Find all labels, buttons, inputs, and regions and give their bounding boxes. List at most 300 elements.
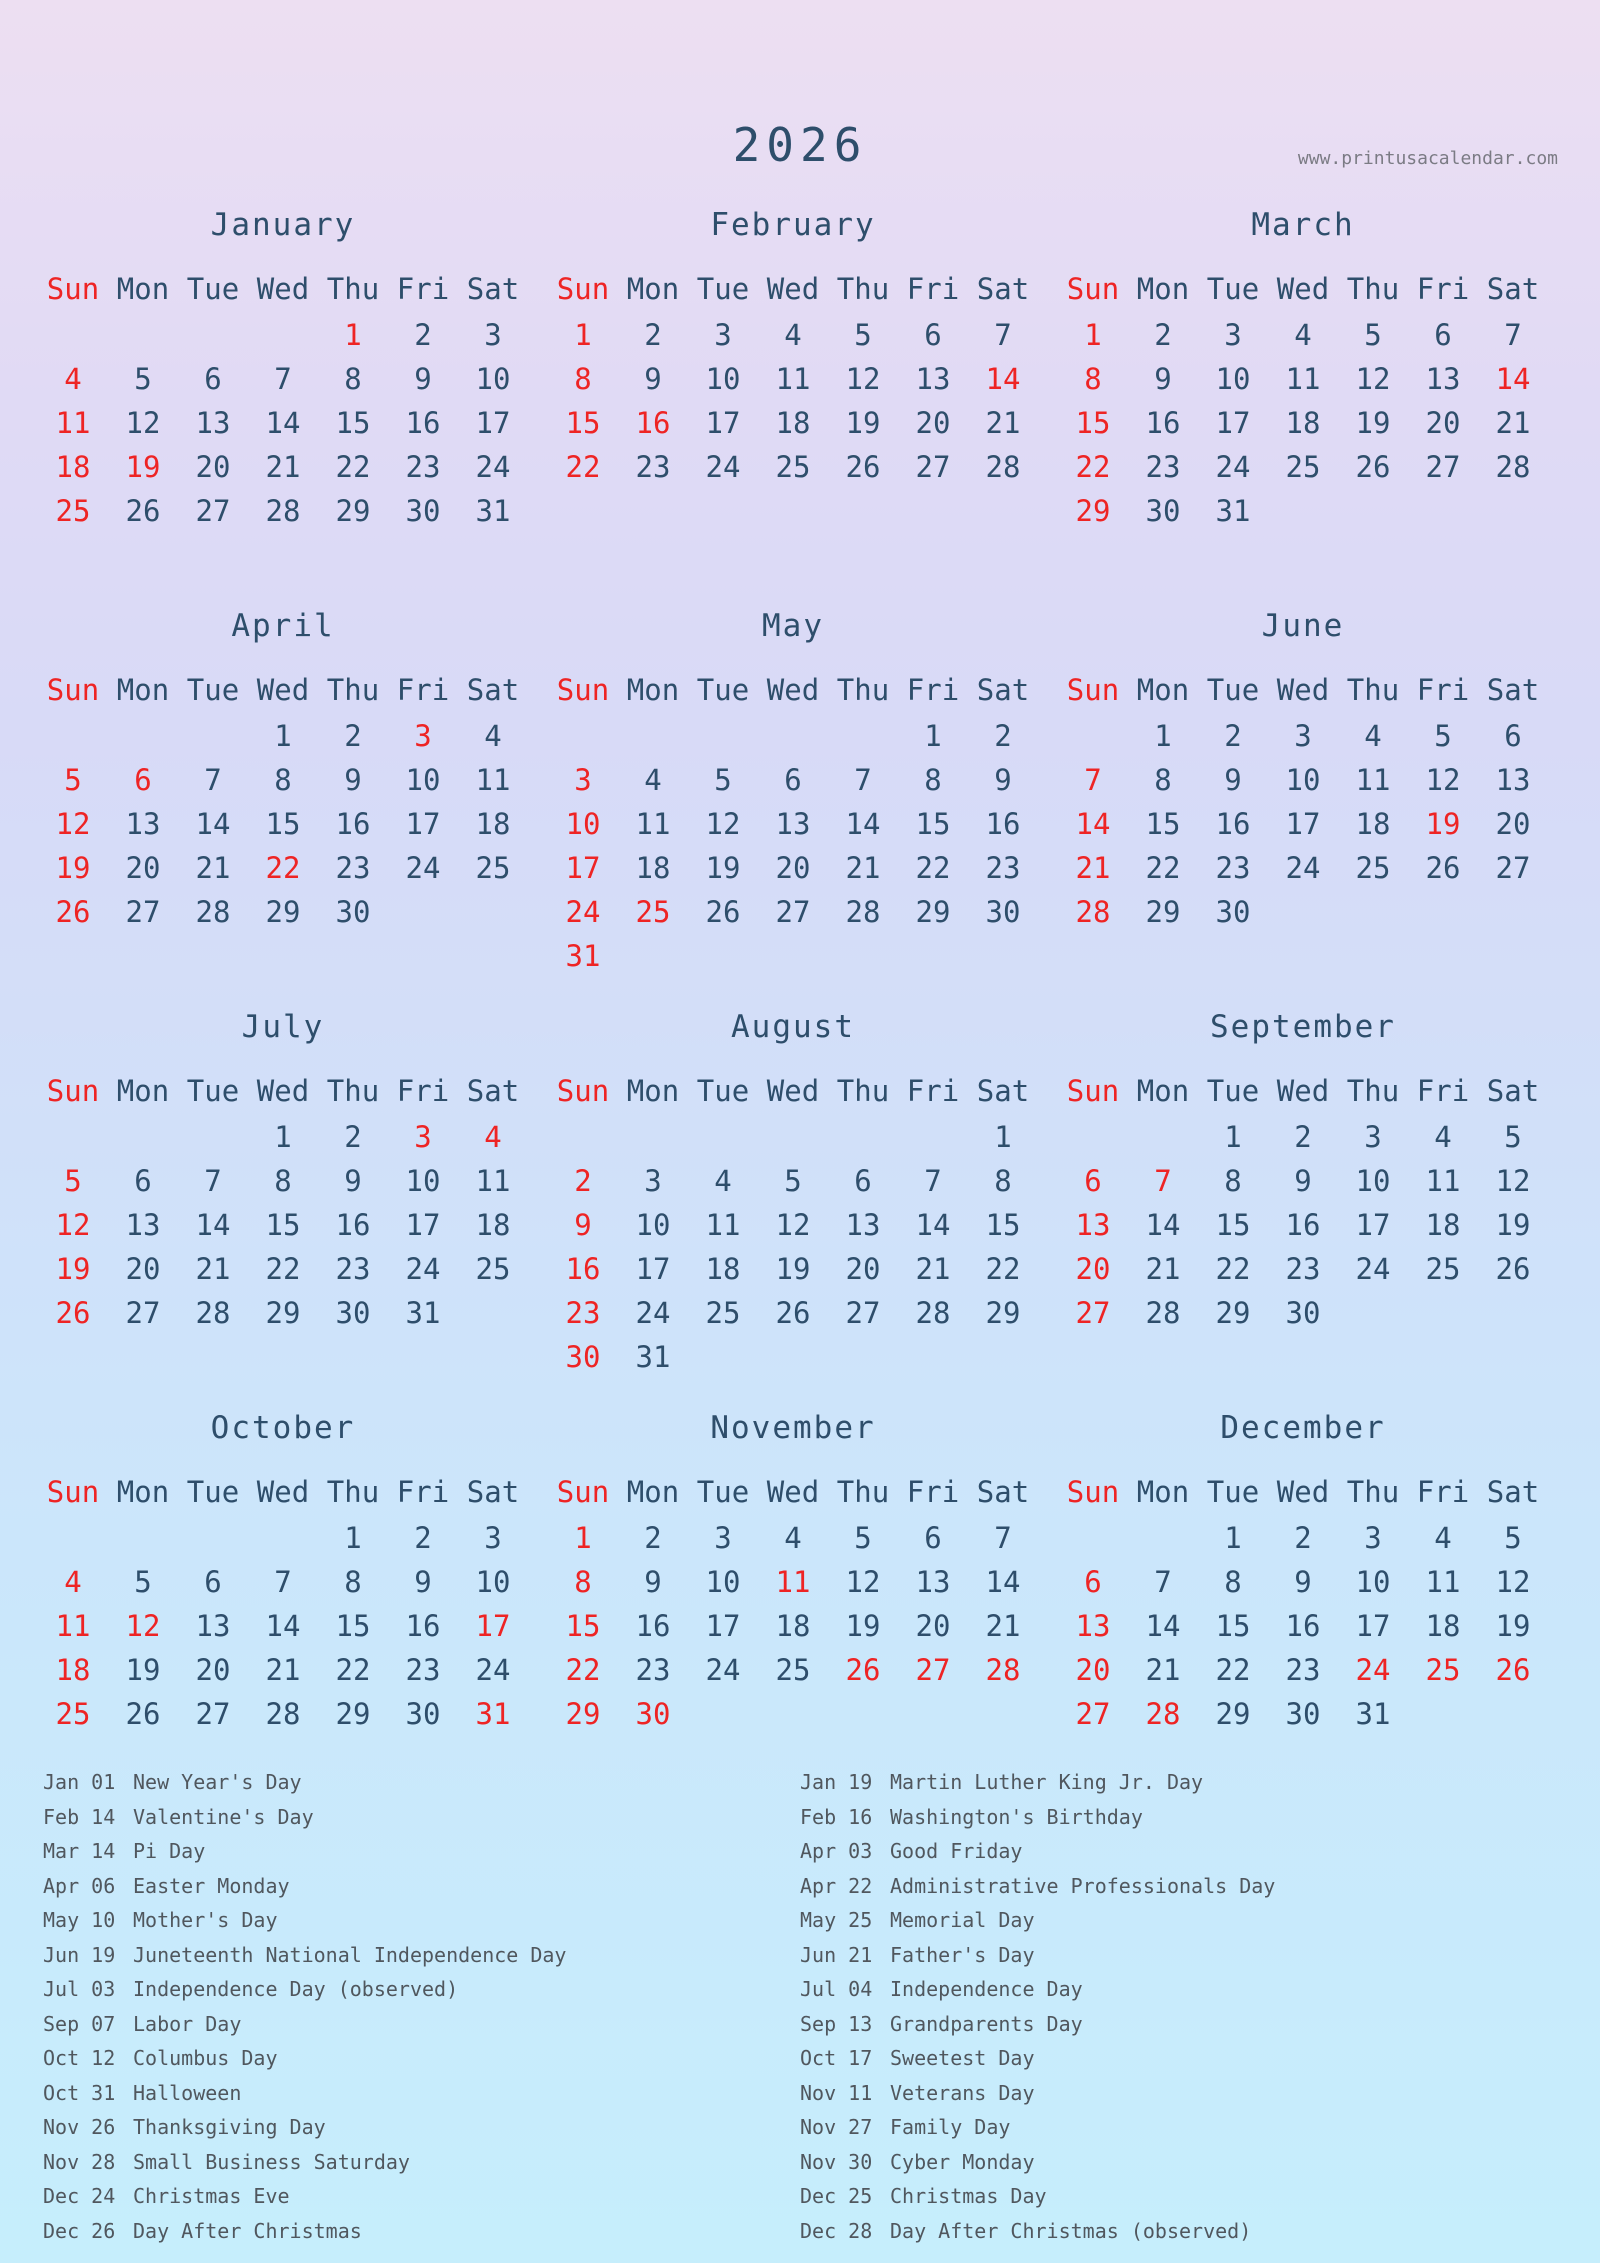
day-cell: 22	[915, 851, 951, 885]
day-cell: 18	[775, 406, 811, 440]
week-row	[1058, 1159, 1548, 1203]
day-cell: 22	[1215, 1252, 1251, 1286]
day-header-sun: Sun	[556, 673, 610, 707]
week-row	[38, 890, 528, 934]
day-cell: 28	[1145, 1296, 1181, 1330]
day-cell	[178, 313, 248, 357]
day-cell	[1128, 1516, 1198, 1560]
day-cell: 28	[195, 895, 231, 929]
day-cell	[108, 1115, 178, 1159]
day-cell	[38, 1516, 108, 1560]
day-header-row	[38, 1468, 528, 1516]
week-row	[38, 1115, 528, 1159]
day-cell: 3	[714, 318, 732, 352]
day-cell: 30	[405, 494, 441, 528]
day-cell: 24	[475, 450, 511, 484]
day-cell: 13	[1495, 763, 1531, 797]
day-cell: 5	[854, 318, 872, 352]
day-cell: 5	[134, 1565, 152, 1599]
day-cell	[1268, 890, 1338, 934]
holiday-date: Jan 19	[800, 1770, 873, 1794]
week-row	[1058, 1203, 1548, 1247]
day-cell: 17	[405, 1208, 441, 1242]
day-cell	[688, 1692, 758, 1736]
day-cell: 4	[1434, 1521, 1452, 1555]
day-cell: 6	[924, 318, 942, 352]
day-header-row	[38, 1067, 528, 1115]
day-cell: 22	[335, 450, 371, 484]
day-cell: 12	[125, 406, 161, 440]
holiday-name: Sweetest Day	[890, 2046, 1035, 2070]
week-row	[548, 1247, 1038, 1291]
holiday-item	[43, 1972, 566, 2007]
day-cell: 16	[565, 1252, 601, 1286]
day-cell: 11	[775, 362, 811, 396]
day-cell: 21	[1145, 1252, 1181, 1286]
day-header-wed: Wed	[766, 673, 820, 707]
week-row	[38, 1604, 528, 1648]
day-cell: 18	[55, 450, 91, 484]
day-cell: 14	[265, 406, 301, 440]
week-row	[1058, 1115, 1548, 1159]
day-cell: 7	[1154, 1565, 1172, 1599]
day-header-mon: Mon	[1136, 1074, 1190, 1108]
holiday-name: Day After Christmas	[133, 2218, 362, 2243]
day-cell: 26	[1425, 851, 1461, 885]
day-cell: 22	[565, 1653, 601, 1687]
holiday-date: May 10	[43, 1908, 116, 1932]
day-cell: 9	[1294, 1164, 1312, 1198]
day-cell: 18	[55, 1653, 91, 1687]
week-row	[548, 934, 1038, 978]
day-cell: 4	[1364, 719, 1382, 753]
day-header-wed: Wed	[1276, 673, 1330, 707]
day-cell: 22	[565, 450, 601, 484]
day-cell: 24	[1355, 1653, 1391, 1687]
day-cell	[108, 1516, 178, 1560]
holiday-name: Pi Day	[133, 1839, 206, 1863]
day-cell: 14	[265, 1609, 301, 1643]
month-june	[1058, 606, 1548, 1007]
day-cell: 27	[845, 1296, 881, 1330]
day-cell: 13	[915, 362, 951, 396]
day-cell: 10	[1355, 1565, 1391, 1599]
day-header-thu: Thu	[1346, 1475, 1400, 1509]
day-cell	[828, 714, 898, 758]
day-header-mon: Mon	[1136, 673, 1190, 707]
day-cell: 22	[265, 1252, 301, 1286]
day-cell	[898, 1115, 968, 1159]
day-cell: 9	[644, 362, 662, 396]
holiday-item	[800, 2179, 1275, 2214]
day-cell: 28	[985, 450, 1021, 484]
day-header-sat: Sat	[1486, 1475, 1540, 1509]
holiday-list-left	[43, 1765, 566, 2248]
day-cell: 30	[565, 1340, 601, 1374]
day-cell: 16	[1215, 807, 1251, 841]
day-cell: 15	[335, 406, 371, 440]
day-cell: 15	[335, 1609, 371, 1643]
holiday-item	[800, 1972, 1275, 2007]
holiday-date: Sep 07	[43, 2011, 116, 2036]
day-cell: 9	[644, 1565, 662, 1599]
day-cell: 29	[335, 494, 371, 528]
day-cell	[548, 1115, 618, 1159]
day-cell: 7	[994, 1521, 1012, 1555]
day-cell: 2	[1224, 719, 1242, 753]
week-row	[548, 1604, 1038, 1648]
week-row	[38, 846, 528, 890]
day-cell	[248, 313, 318, 357]
day-cell: 24	[705, 1653, 741, 1687]
day-cell: 25	[775, 450, 811, 484]
day-cell: 1	[574, 318, 592, 352]
holiday-date: Oct 17	[800, 2046, 873, 2070]
day-header-fri: Fri	[1416, 1074, 1470, 1108]
day-header-row	[1058, 1067, 1548, 1115]
day-header-wed: Wed	[256, 1074, 310, 1108]
day-header-fri: Fri	[396, 673, 450, 707]
day-header-sat: Sat	[1486, 673, 1540, 707]
day-cell	[968, 1692, 1038, 1736]
week-row	[38, 1159, 528, 1203]
week-row	[548, 401, 1038, 445]
day-cell: 3	[484, 318, 502, 352]
day-cell	[38, 714, 108, 758]
week-row	[1058, 714, 1548, 758]
day-cell: 3	[714, 1521, 732, 1555]
day-cell: 2	[574, 1164, 592, 1198]
day-cell: 11	[1425, 1164, 1461, 1198]
day-cell: 15	[985, 1208, 1021, 1242]
day-cell: 20	[1495, 807, 1531, 841]
day-cell: 12	[125, 1609, 161, 1643]
holiday-item	[800, 2041, 1275, 2076]
day-cell: 12	[845, 362, 881, 396]
day-cell: 26	[1495, 1653, 1531, 1687]
day-cell: 4	[484, 719, 502, 753]
holiday-item	[800, 1903, 1275, 1938]
month-january	[38, 205, 528, 606]
day-cell	[178, 1115, 248, 1159]
day-cell: 10	[1215, 362, 1251, 396]
holiday-item	[800, 2110, 1275, 2145]
day-header-fri: Fri	[906, 272, 960, 306]
day-cell: 13	[1075, 1609, 1111, 1643]
month-table	[38, 1067, 528, 1335]
day-cell	[1338, 890, 1408, 934]
day-cell: 15	[1215, 1208, 1251, 1242]
day-cell	[548, 714, 618, 758]
day-cell: 14	[985, 1565, 1021, 1599]
day-cell: 1	[574, 1521, 592, 1555]
holiday-item	[800, 2145, 1275, 2180]
day-cell: 24	[1285, 851, 1321, 885]
day-cell: 9	[1154, 362, 1172, 396]
month-february	[548, 205, 1038, 606]
day-cell: 3	[1224, 318, 1242, 352]
day-cell: 29	[335, 1697, 371, 1731]
day-header-thu: Thu	[836, 673, 890, 707]
holiday-name: Independence Day (observed)	[133, 1977, 459, 2001]
day-header-sun: Sun	[1066, 673, 1120, 707]
day-cell: 14	[985, 362, 1021, 396]
holiday-name: Martin Luther King Jr. Day	[890, 1770, 1204, 1794]
day-cell: 21	[265, 450, 301, 484]
week-row	[548, 1648, 1038, 1692]
day-cell: 12	[775, 1208, 811, 1242]
day-cell: 29	[985, 1296, 1021, 1330]
holiday-list-right	[800, 1765, 1275, 2248]
day-cell: 10	[405, 763, 441, 797]
day-cell: 16	[635, 1609, 671, 1643]
week-row	[548, 1203, 1038, 1247]
holiday-item	[800, 1765, 1275, 1800]
week-row	[548, 890, 1038, 934]
day-header-fri: Fri	[906, 1074, 960, 1108]
day-cell	[688, 714, 758, 758]
day-header-mon: Mon	[626, 1475, 680, 1509]
day-header-wed: Wed	[256, 1475, 310, 1509]
day-cell: 18	[775, 1609, 811, 1643]
day-cell	[828, 1115, 898, 1159]
week-row	[38, 714, 528, 758]
week-row	[1058, 1516, 1548, 1560]
day-cell: 17	[1355, 1609, 1391, 1643]
day-cell: 11	[475, 1164, 511, 1198]
week-row	[548, 357, 1038, 401]
week-row	[548, 1291, 1038, 1335]
holiday-date: Dec 24	[43, 2184, 116, 2208]
day-cell: 27	[1075, 1296, 1111, 1330]
month-title: February	[710, 207, 876, 243]
day-cell: 4	[484, 1120, 502, 1154]
day-cell: 1	[994, 1120, 1012, 1154]
week-row	[548, 1692, 1038, 1736]
day-cell: 29	[565, 1697, 601, 1731]
day-cell	[458, 1291, 528, 1335]
day-cell: 21	[985, 1609, 1021, 1643]
holiday-item	[800, 1869, 1275, 1904]
holiday-name: Day After Christmas (observed)	[890, 2218, 1252, 2243]
day-cell: 13	[125, 807, 161, 841]
day-cell: 10	[705, 362, 741, 396]
day-header-sat: Sat	[976, 1074, 1030, 1108]
day-cell: 13	[125, 1208, 161, 1242]
day-cell: 14	[915, 1208, 951, 1242]
day-cell: 18	[1425, 1609, 1461, 1643]
day-cell: 27	[775, 895, 811, 929]
day-cell: 13	[195, 406, 231, 440]
holiday-date: Sep 13	[800, 2011, 873, 2036]
day-cell: 12	[845, 1565, 881, 1599]
day-header-wed: Wed	[766, 1475, 820, 1509]
day-cell: 23	[405, 1653, 441, 1687]
day-cell: 23	[985, 851, 1021, 885]
holiday-name: Christmas Day	[890, 2184, 1047, 2208]
day-header-fri: Fri	[906, 673, 960, 707]
holiday-date: Nov 26	[43, 2115, 116, 2139]
month-table	[1058, 265, 1548, 533]
holiday-name: Veterans Day	[890, 2080, 1035, 2105]
day-cell: 4	[1294, 318, 1312, 352]
day-cell	[828, 934, 898, 978]
day-cell: 2	[344, 719, 362, 753]
holiday-name: Independence Day	[890, 1977, 1083, 2001]
day-cell: 9	[574, 1208, 592, 1242]
day-cell: 14	[845, 807, 881, 841]
day-header-sat: Sat	[976, 272, 1030, 306]
day-cell: 6	[204, 362, 222, 396]
day-cell: 17	[1355, 1208, 1391, 1242]
day-cell	[1058, 1516, 1128, 1560]
day-cell: 4	[644, 763, 662, 797]
day-cell: 27	[195, 1697, 231, 1731]
day-cell	[898, 1335, 968, 1379]
day-cell: 19	[1495, 1609, 1531, 1643]
day-cell: 8	[344, 362, 362, 396]
day-cell: 11	[55, 406, 91, 440]
day-header-row	[1058, 1468, 1548, 1516]
day-cell: 6	[784, 763, 802, 797]
holiday-date: Dec 25	[800, 2184, 873, 2208]
week-row	[38, 758, 528, 802]
day-header-fri: Fri	[906, 1475, 960, 1509]
day-cell: 7	[994, 318, 1012, 352]
month-may	[548, 606, 1038, 1007]
day-cell: 26	[705, 895, 741, 929]
day-cell	[688, 1115, 758, 1159]
day-header-row	[548, 666, 1038, 714]
day-header-wed: Wed	[1276, 272, 1330, 306]
day-cell: 25	[55, 1697, 91, 1731]
week-row	[1058, 1604, 1548, 1648]
day-cell: 30	[985, 895, 1021, 929]
day-cell: 29	[1075, 494, 1111, 528]
month-title: July	[241, 1009, 325, 1045]
month-title: June	[1261, 608, 1345, 644]
day-header-sat: Sat	[976, 1475, 1030, 1509]
day-cell	[108, 313, 178, 357]
day-header-tue: Tue	[1206, 1074, 1260, 1108]
day-cell: 20	[775, 851, 811, 885]
day-header-sun: Sun	[1066, 1074, 1120, 1108]
day-cell	[968, 934, 1038, 978]
day-cell: 7	[204, 763, 222, 797]
day-cell	[1478, 890, 1548, 934]
day-header-tue: Tue	[186, 673, 240, 707]
day-cell: 7	[924, 1164, 942, 1198]
week-row	[38, 1247, 528, 1291]
holiday-name: Juneteenth National Independence Day	[133, 1942, 567, 1967]
day-cell	[178, 714, 248, 758]
week-row	[548, 1115, 1038, 1159]
day-cell: 4	[1434, 1120, 1452, 1154]
day-cell: 26	[1355, 450, 1391, 484]
day-cell	[968, 1335, 1038, 1379]
day-cell	[758, 934, 828, 978]
day-cell: 20	[915, 406, 951, 440]
day-header-thu: Thu	[326, 1074, 380, 1108]
day-cell	[1338, 1291, 1408, 1335]
week-row	[1058, 758, 1548, 802]
day-cell: 28	[915, 1296, 951, 1330]
day-cell: 19	[125, 450, 161, 484]
day-cell: 17	[1215, 406, 1251, 440]
day-header-mon: Mon	[116, 1475, 170, 1509]
day-cell: 24	[1355, 1252, 1391, 1286]
day-header-thu: Thu	[836, 272, 890, 306]
year-title: 2026	[732, 118, 868, 172]
holiday-name: Easter Monday	[133, 1873, 290, 1898]
week-row	[1058, 802, 1548, 846]
week-row	[38, 401, 528, 445]
day-cell: 24	[565, 895, 601, 929]
day-cell: 27	[125, 895, 161, 929]
day-cell: 2	[644, 318, 662, 352]
day-cell: 10	[405, 1164, 441, 1198]
day-cell: 26	[845, 450, 881, 484]
day-cell: 8	[1224, 1164, 1242, 1198]
holiday-item	[800, 2214, 1275, 2249]
day-cell: 27	[195, 494, 231, 528]
day-cell: 11	[1425, 1565, 1461, 1599]
day-cell: 5	[1504, 1120, 1522, 1154]
holiday-item	[43, 2145, 566, 2180]
day-cell: 1	[344, 1521, 362, 1555]
day-cell: 5	[784, 1164, 802, 1198]
day-cell: 25	[475, 1252, 511, 1286]
day-cell: 20	[195, 1653, 231, 1687]
day-header-sun: Sun	[556, 1074, 610, 1108]
day-header-mon: Mon	[626, 673, 680, 707]
month-table	[38, 265, 528, 533]
day-cell: 13	[1425, 362, 1461, 396]
day-cell: 23	[565, 1296, 601, 1330]
day-cell: 15	[1215, 1609, 1251, 1643]
day-cell: 1	[1224, 1521, 1242, 1555]
day-cell: 31	[635, 1340, 671, 1374]
day-cell: 13	[915, 1565, 951, 1599]
week-row	[1058, 445, 1548, 489]
holiday-date: Dec 28	[800, 2218, 873, 2243]
day-cell: 4	[714, 1164, 732, 1198]
day-cell: 12	[1495, 1164, 1531, 1198]
day-cell: 3	[644, 1164, 662, 1198]
holiday-item	[800, 1800, 1275, 1835]
day-header-wed: Wed	[1276, 1074, 1330, 1108]
day-cell: 7	[1504, 318, 1522, 352]
week-row	[548, 445, 1038, 489]
day-cell: 6	[1084, 1164, 1102, 1198]
holiday-date: Jan 01	[43, 1770, 116, 1794]
holiday-name: Christmas Eve	[133, 2184, 290, 2208]
day-header-mon: Mon	[626, 272, 680, 306]
month-table	[548, 265, 1038, 489]
holiday-name: Administrative Professionals Day	[890, 1873, 1276, 1898]
day-cell	[898, 1692, 968, 1736]
week-row	[548, 1335, 1038, 1379]
day-cell	[388, 890, 458, 934]
holiday-date: Feb 14	[43, 1804, 116, 1829]
holiday-date: Apr 06	[43, 1873, 116, 1898]
day-cell: 28	[1075, 895, 1111, 929]
day-header-row	[548, 265, 1038, 313]
day-cell	[618, 714, 688, 758]
day-cell: 16	[335, 1208, 371, 1242]
day-header-wed: Wed	[256, 673, 310, 707]
day-cell: 23	[335, 1252, 371, 1286]
